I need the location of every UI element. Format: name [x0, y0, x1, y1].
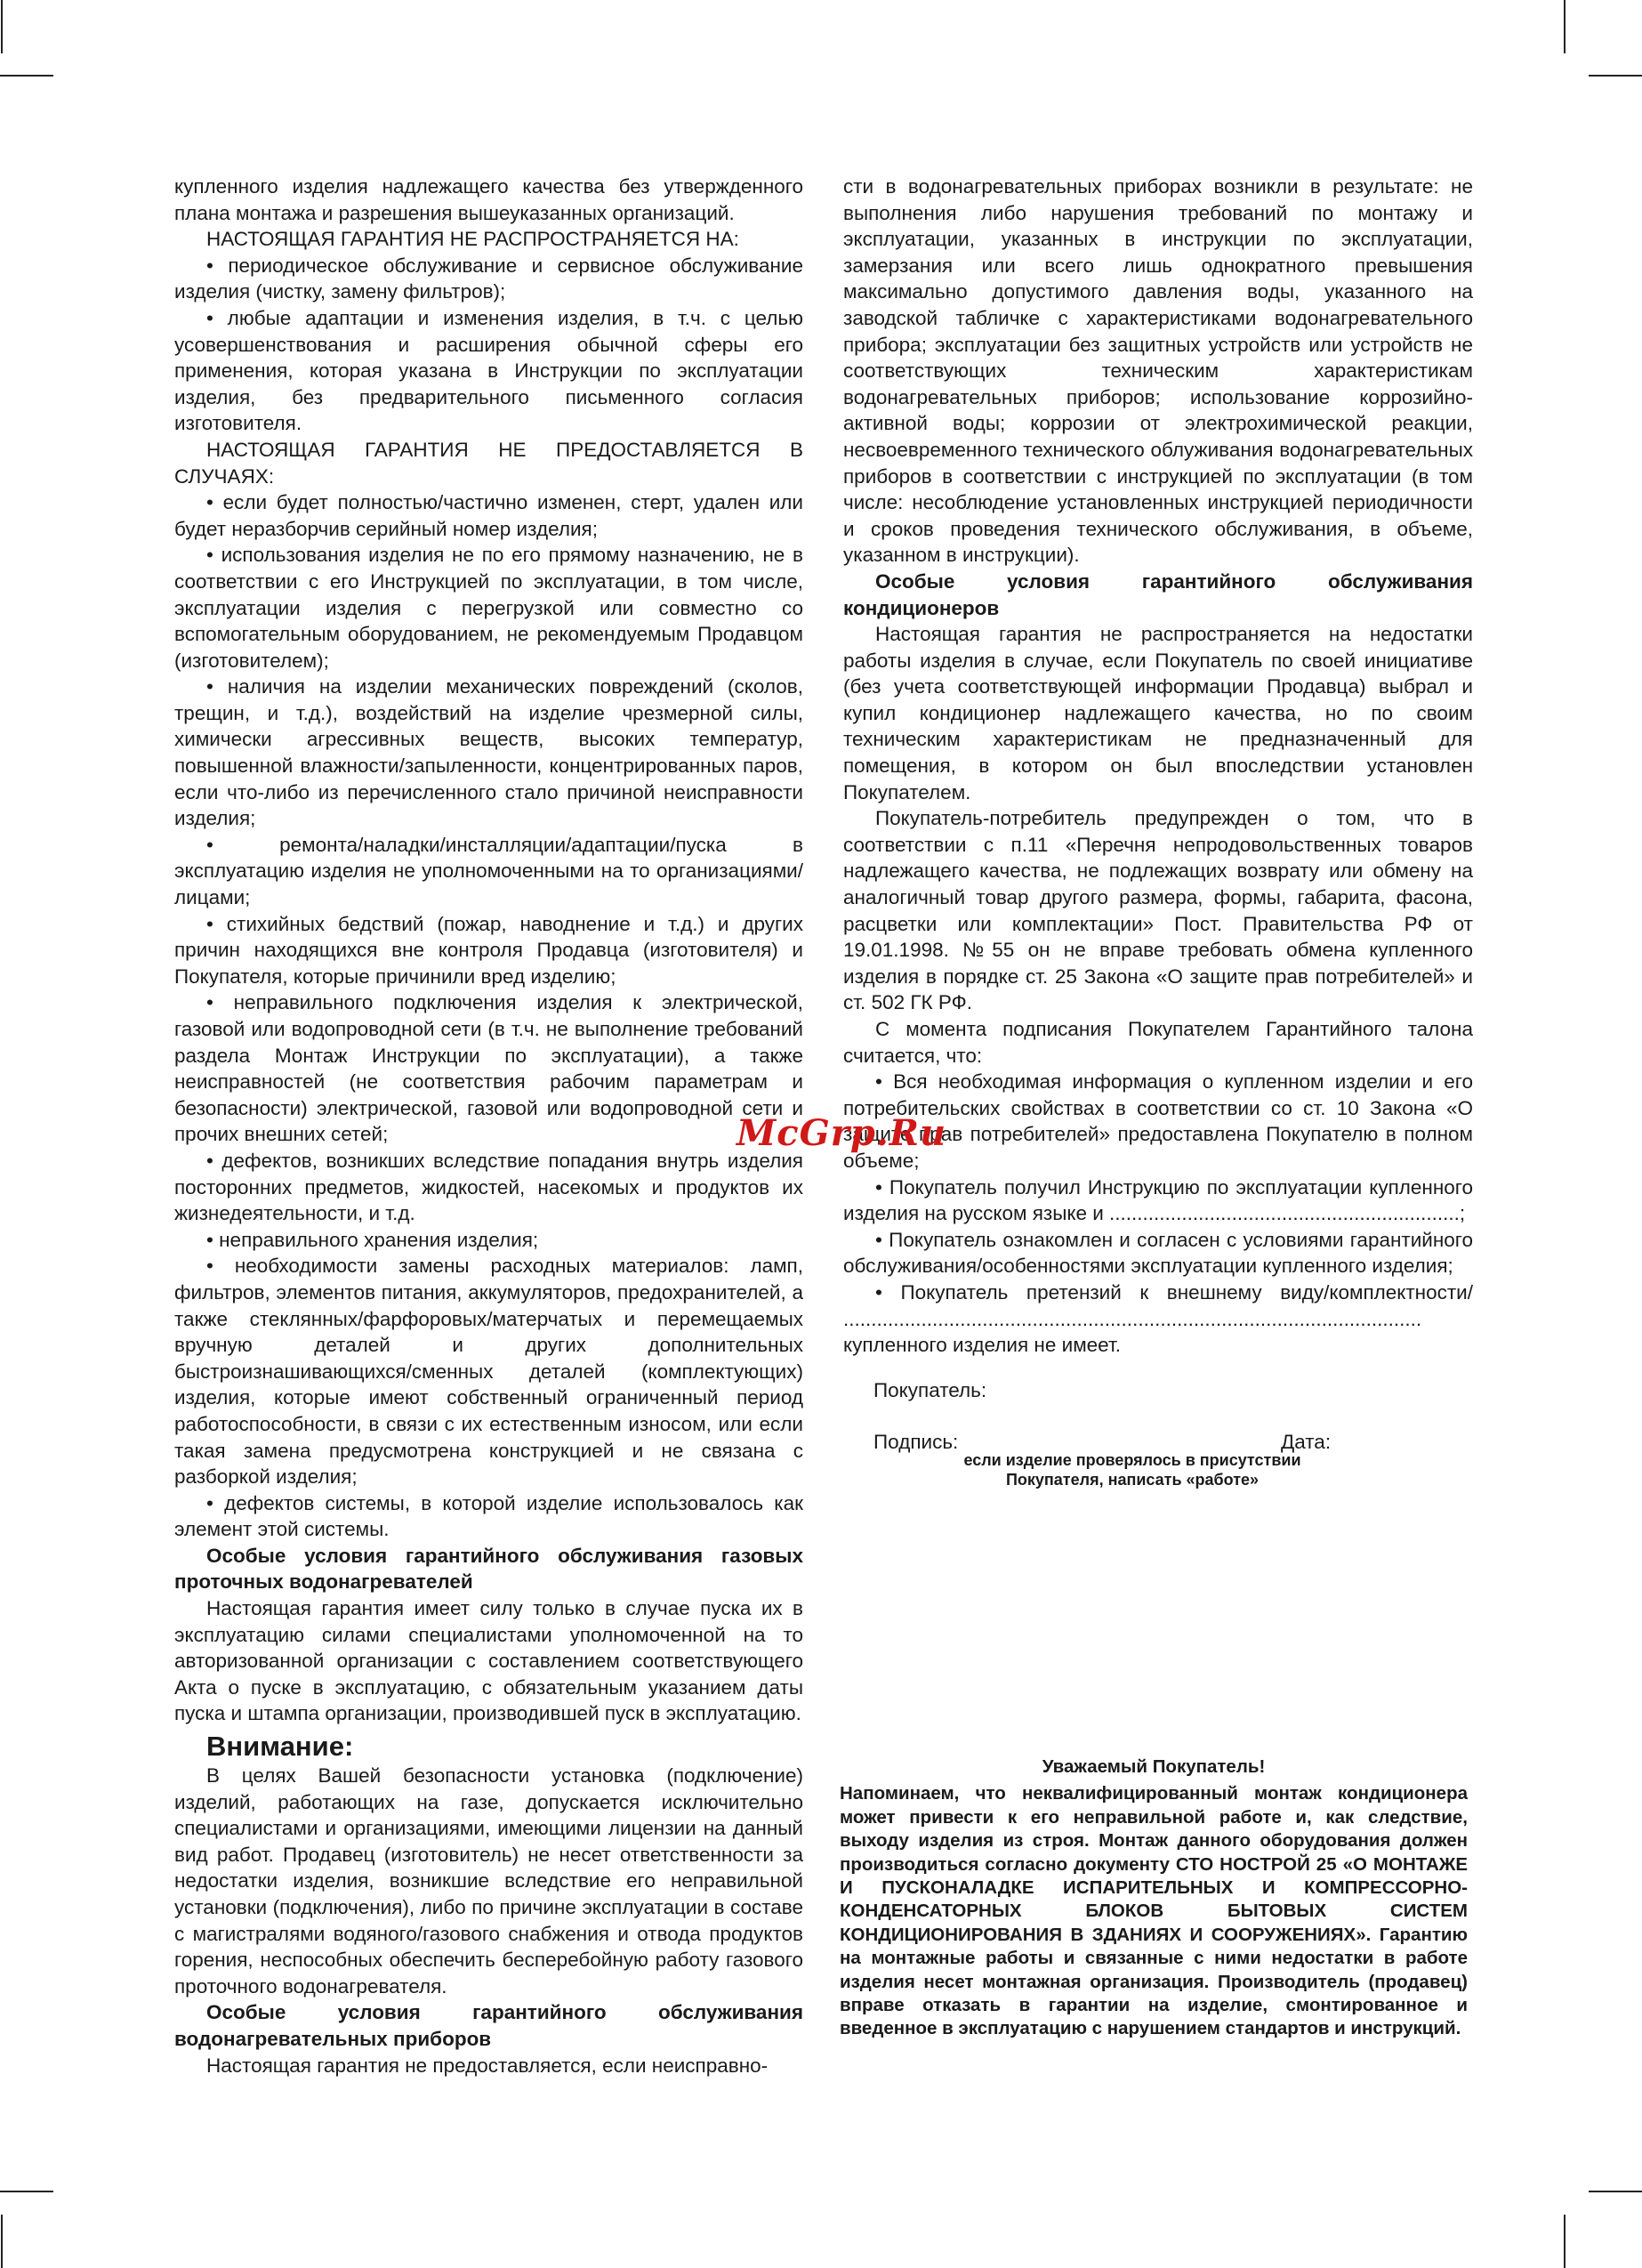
paragraph: НАСТОЯЩАЯ ГАРАНТИЯ НЕ РАСПРОСТРАНЯЕТСЯ НА:	[206, 228, 739, 251]
paragraph: • если будет полностью/частично изменен, стерт, удален или будет неразборчив серийный номер изделия;	[174, 491, 803, 540]
section-heading: Внимание:	[206, 1731, 354, 1763]
paragraph: • наличия на изделии механических повреждений (сколов, трещин, и т.д.), воздействий на изделие чрезмерной силы, химически агрессивных веществ, высоких температур, повышенной влажности/запыленности, концентрированных паров, если что-либо из перечисленного стало причиной неисправности изделия;	[174, 675, 803, 830]
paragraph: • необходимости замены расходных материалов: ламп, фильтров, элементов питания, аккумуляторов, предохранителей, а также стеклянных/фарфоровых/матерчатых и перемещаемых вручную деталей и других дополнительных быстроизнашивающихся/сменных деталей (комплектующих) изделия, которые имеют собственный ограниченный период работоспособности, в связи с их естественным износом, или если такая замена предусмотрена конструкцией и не связана с разборкой изделия;	[174, 1255, 803, 1489]
paragraph: сти в водонагревательных приборах возникли в результате: не выполнения либо нарушения требований по монтажу и эксплуатации, указанных в инструкции по эксплуатации, замерзания или всего лишь однократного превышения максимально допустимого давления воды, указанного на заводской табличке с характеристиками водонагревательного прибора; эксплуатации без защитных устройств или устройств не соответствующих техническим характеристикам водонагревательных приборов; использование коррозийно-активной воды; коррозии от электрохимической реакции, несвоевременного технического облуживания водонагревательных приборов в соответствии с инструкцией по эксплуатации (в том числе: несоблюдение установленных инструкцией периодичности и сроков проведения технического обслуживания, в объеме, указанном в инструкции).	[843, 175, 1473, 567]
crop-mark-bottom-left	[1, 2215, 3, 2268]
paragraph: С момента подписания Покупателем Гарантийного талона считается, что:	[843, 1018, 1473, 1067]
paragraph: • дефектов системы, в которой изделие использовалось как элемент этой системы.	[174, 1491, 803, 1541]
crop-mark-bottom-right	[1564, 2215, 1566, 2268]
paragraph: • дефектов, возникших вследствие попадания внутрь изделия посторонних предметов, жидкостей, насекомых и продуктов их жизнедеятельности, и т.д.	[174, 1149, 803, 1225]
paragraph: купленного изделия надлежащего качества без утвержденного плана монтажа и разрешения вышеуказанных организаций.	[174, 175, 803, 224]
crop-mark-top-left	[1, 0, 3, 53]
section-subheading: Особые условия гарантийного обслуживания водонагревательных приборов	[174, 2001, 803, 2050]
buyer-label: Покупатель:	[873, 1379, 987, 1401]
left-column	[174, 174, 803, 2078]
paragraph: Настоящая гарантия не предоставляется, если неисправно-	[206, 2054, 769, 2077]
paragraph: • неправильного хранения изделия;	[206, 1228, 539, 1251]
signature-note-line2: Покупателя, написать «работе»	[1005, 1471, 1260, 1489]
paragraph: Настоящая гарантия имеет силу только в случае пуска их в эксплуатацию силами специалистами уполномоченной на то авторизованной организации с составлением соответствующего Акта о пуске в эксплуатацию, с обязательным указанием даты пуска и штампа организации, производившей пуск в эксплуатацию.	[174, 1597, 803, 1725]
crop-mark-top-right	[1564, 0, 1566, 53]
crop-mark-top-right-h	[1589, 75, 1642, 77]
paragraph: НАСТОЯЩАЯ ГАРАНТИЯ НЕ ПРЕДОСТАВЛЯЕТСЯ В СЛУЧАЯХ:	[174, 438, 803, 488]
paragraph: • любые адаптации и изменения изделия, в т.ч. с целью усовершенствования и расширения обычной сферы его применения, которая указана в Инструкции по эксплуатации изделия, без предварительного письменного согласия изготовителя.	[174, 306, 803, 435]
paragraph: • неправильного подключения изделия к электрической, газовой или водопроводной сети (в т.ч. не выполнение требований раздела Монтаж Инструкции по эксплуатации), а также неисправностей (не соответствия рабочим параметрам и безопасности) электрической, газовой или водопроводной сети и прочих внешних сетей;	[174, 991, 803, 1146]
paragraph: • использования изделия не по его прямому назначению, не в соответствии с его Инструкцией по эксплуатации, в том числе, эксплуатации изделия с перегрузкой или совместно со вспомогательным оборудованием, не рекомендуемым Продавцом (изготовителем);	[174, 544, 803, 672]
paragraph: Настоящая гарантия не распространяется на недостатки работы изделия в случае, если Покупатель по своей инициативе (без учета соответствующей информации Продавца) выбрал и купил кондиционер надлежащего качества, но по своим техническим характеристикам не предназначенный для помещения, в котором он был впоследствии установлен Покупателем.	[843, 623, 1473, 803]
notice-title: Уважаемый Покупатель!	[1042, 1756, 1266, 1777]
signature-note-line1: если изделие проверялось в присутствии	[963, 1451, 1301, 1469]
crop-mark-bottom-left-h	[0, 2191, 53, 2192]
date-label: Дата:	[1281, 1431, 1332, 1453]
right-column	[843, 174, 1473, 1359]
signature-note	[889, 1450, 1375, 1489]
paragraph: • Покупатель ознакомлен и согласен с условиями гарантийного обслуживания/особенностями эксплуатации купленного изделия;	[843, 1228, 1473, 1278]
paragraph: • Вся необходимая информация о купленном изделии и его потребительских свойствах в соответствии со ст. 10 Закона «О защите прав потребителей» предоставлена Покупателю в полном объеме;	[843, 1070, 1473, 1172]
section-subheading: Особые условия гарантийного обслуживания газовых проточных водонагревателей	[174, 1544, 803, 1594]
paragraph: • ремонта/наладки/инсталляции/адаптации/пуска в эксплуатацию изделия не уполномоченными на то организациями/лицами;	[174, 833, 803, 909]
paragraph: В целях Вашей безопасности установка (подключение) изделий, работающих на газе, допускается исключительно специалистами и организациями, имеющими лицензии на данный вид работ. Продавец (изготовитель) не несет ответственности за недостатки изделия, возникшие вследствие его неправильной установки (подключения), либо по причине эксплуатации в составе с магистралями водяного/газового снабжения и отвода продуктов горения, неспособных обеспечить бесперебойную работу газового проточного водонагревателя.	[174, 1764, 803, 1998]
watermark-logo: McGrp.Ru	[736, 1112, 947, 1154]
section-subheading: Особые условия гарантийного обслуживания кондиционеров	[843, 569, 1473, 619]
customer-notice	[840, 1755, 1468, 2041]
signature-label: Подпись:	[873, 1431, 959, 1453]
paragraph: • Покупатель получил Инструкцию по эксплуатации купленного изделия на русском языке и ...............................................................;	[843, 1175, 1473, 1225]
paragraph: • стихийных бедствий (пожар, наводнение и т.д.) и других причин находящихся вне контроля Продавца (изготовителя) и Покупателя, которые причинили вред изделию;	[174, 912, 803, 988]
crop-mark-bottom-right-h	[1589, 2191, 1642, 2192]
paragraph: • периодическое обслуживание и сервисное обслуживание изделия (чистку, замену фильтров);	[174, 254, 803, 303]
paragraph: Покупатель-потребитель предупрежден о том, что в соответствии с п.11 «Перечня непродовольственных товаров надлежащего качества, не подлежащих возврату или обмену на аналогичный товар другого размера, формы, габарита, фасона, расцветки или комплектации» Пост. Правительства РФ от 19.01.1998. №55 он не вправе требовать обмена купленного изделия в порядке ст. 25 Закона «О защите прав потребителей» и ст. 502 ГК РФ.	[843, 807, 1473, 1014]
notice-body: Напоминаем, что неквалифицированный монтаж кондиционера может привести к его неправильной работе и, как следствие, выходу изделия из строя. Монтаж данного оборудования должен производиться согласно документу СТО НОСТРОЙ 25 «О МОНТАЖЕ И ПУСКОНАЛАДКЕ ИСПАРИТЕЛЬНЫХ И КОМПРЕССОРНО-КОНДЕНСАТОРНЫХ БЛОКОВ БЫТОВЫХ СИСТЕМ КОНДИЦИОНИРОВАНИЯ В ЗДАНИЯХ И СООРУЖЕНИЯХ». Гарантию на монтажные работы и связанные с ними недостатки в работе изделия несет монтажная организация. Производитель (продавец) вправе отказать в гарантии на изделие, смонтированное и введенное в эксплуатацию с нарушением стандартов и инструкций.	[840, 1783, 1468, 2039]
paragraph: • Покупатель претензий к внешнему виду/комплектности/ ........................................................................................................ купленного изделия не имеет.	[843, 1280, 1473, 1357]
crop-mark-top-left-h	[0, 75, 53, 77]
